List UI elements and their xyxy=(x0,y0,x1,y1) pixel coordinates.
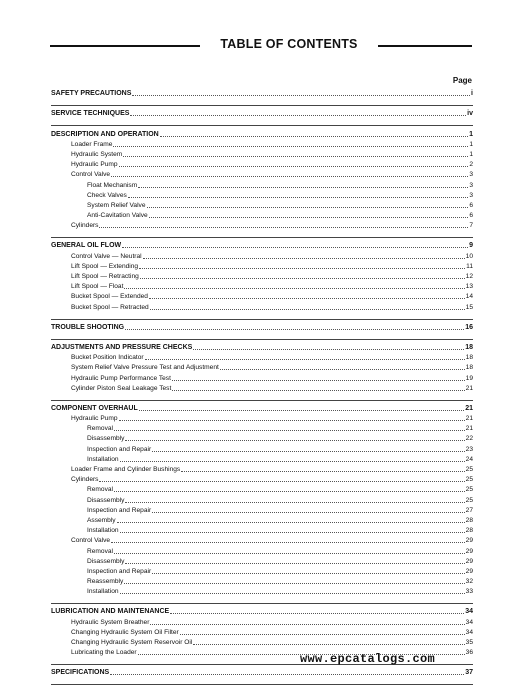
toc-entry-label: Disassembly xyxy=(87,496,125,504)
toc-entry[interactable] xyxy=(51,292,473,302)
toc-entry-page: 9 xyxy=(469,242,473,250)
page-title: TABLE OF CONTENTS xyxy=(220,37,358,51)
toc-entry-label: Installation xyxy=(87,527,119,535)
toc-heading-entry[interactable] xyxy=(51,343,473,353)
toc-entry-page: 32 xyxy=(465,578,473,586)
toc-entry-label: SAFETY PRECAUTIONS xyxy=(51,90,132,98)
dot-leader xyxy=(160,136,468,137)
toc-entry-page: 10 xyxy=(465,252,473,260)
toc-entry-page: 6 xyxy=(469,201,473,209)
dot-leader xyxy=(125,563,464,564)
toc-entry[interactable] xyxy=(51,557,473,567)
toc-entry[interactable] xyxy=(51,516,473,526)
dot-leader xyxy=(172,380,465,381)
toc-entry-page: 7 xyxy=(469,222,473,230)
toc-entry-page: 14 xyxy=(465,293,473,301)
toc-entry-page: 3 xyxy=(469,181,473,189)
toc-entry[interactable] xyxy=(51,526,473,536)
dot-leader xyxy=(125,502,464,503)
toc-entry[interactable] xyxy=(51,201,473,211)
toc-entry[interactable] xyxy=(51,373,473,383)
toc-section xyxy=(51,665,473,685)
toc-entry-page: 28 xyxy=(465,516,473,524)
toc-entry[interactable] xyxy=(51,567,473,577)
toc-entry[interactable] xyxy=(51,638,473,648)
dot-leader xyxy=(125,329,464,330)
dot-leader xyxy=(193,644,464,645)
toc-entry-page: 21 xyxy=(465,425,473,433)
dot-leader xyxy=(114,553,465,554)
toc-entry-page: 3 xyxy=(469,171,473,179)
dot-leader xyxy=(117,522,465,523)
toc-entry[interactable] xyxy=(51,170,473,180)
toc-entry[interactable] xyxy=(51,282,473,292)
dot-leader xyxy=(152,451,465,452)
dot-leader xyxy=(132,95,470,96)
title-rule-left xyxy=(50,45,200,47)
toc-entry-page: 1 xyxy=(469,130,473,138)
toc-entry[interactable] xyxy=(51,211,473,221)
dot-leader xyxy=(119,420,465,421)
dot-leader xyxy=(124,288,464,289)
toc-entry-label: Changing Hydraulic System Reservoir Oil xyxy=(71,639,193,646)
toc-entry-page: 36 xyxy=(465,649,473,657)
toc-section xyxy=(51,86,473,106)
dot-leader xyxy=(181,471,464,472)
toc-entry-label: DESCRIPTION AND OPERATION xyxy=(51,130,159,138)
toc-entry[interactable] xyxy=(51,160,473,170)
toc-entry-page: 25 xyxy=(465,486,473,494)
dot-leader xyxy=(145,359,465,360)
dot-leader xyxy=(220,369,465,370)
toc-heading-entry[interactable] xyxy=(51,109,473,119)
toc-entry[interactable] xyxy=(51,150,473,160)
title-rule-right xyxy=(378,45,472,47)
dot-leader xyxy=(143,258,465,259)
toc-section xyxy=(51,320,473,340)
dot-leader xyxy=(147,207,469,208)
toc-entry-label: Loader Frame and Cylinder Bushings xyxy=(71,466,181,473)
toc-entry-label: TROUBLE SHOOTING xyxy=(51,323,125,331)
toc-entry-page: 25 xyxy=(465,466,473,473)
toc-entry[interactable] xyxy=(51,251,473,261)
toc-entry-label: Control Valve xyxy=(71,537,111,545)
dot-leader xyxy=(113,146,468,147)
toc-entry-label: Hydraulic System xyxy=(71,150,123,158)
toc-entry-page: i xyxy=(471,90,473,98)
toc-entry-label: Control Valve — Neutral xyxy=(71,252,142,260)
toc-entry-page: 6 xyxy=(469,212,473,220)
toc-entry-label: Inspection and Repair xyxy=(87,506,152,514)
toc-entry-label: Cylinders xyxy=(71,476,99,484)
toc-entry-label: ADJUSTMENTS AND PRESSURE CHECKS xyxy=(51,343,193,351)
toc-entry-label: Disassembly xyxy=(87,557,125,565)
toc-entry-label: GENERAL OIL FLOW xyxy=(51,242,122,250)
toc-entry[interactable] xyxy=(51,262,473,272)
toc-entry-page: 2 xyxy=(469,161,473,169)
toc-entry-page: 34 xyxy=(465,618,473,626)
toc-entry-page: 18 xyxy=(465,364,473,372)
toc-entry-page: 34 xyxy=(465,608,473,616)
toc-entry-page: 27 xyxy=(465,506,473,514)
dot-leader xyxy=(180,634,465,635)
toc-entry-page: 12 xyxy=(465,273,473,280)
toc-entry-label: Bucket Spool — Extended xyxy=(71,293,148,301)
toc-entry-page: 28 xyxy=(465,527,473,535)
toc-entry-label: Reassembly xyxy=(87,578,124,586)
toc-entry-label: Loader Frame xyxy=(71,140,113,148)
toc-entry-page: 22 xyxy=(465,435,473,443)
toc-entry-label: Hydraulic Pump Performance Test xyxy=(71,374,171,382)
toc-entry-label: Control Valve xyxy=(71,171,111,179)
dot-leader xyxy=(140,278,465,279)
dot-leader xyxy=(124,583,464,584)
dot-leader xyxy=(150,624,464,625)
toc-entry-label: COMPONENT OVERHAUL xyxy=(51,404,138,412)
dot-leader xyxy=(152,512,465,513)
toc-heading-entry[interactable] xyxy=(51,89,473,99)
toc-entry-label: Inspection and Repair xyxy=(87,445,152,453)
toc-entry[interactable] xyxy=(51,444,473,454)
toc-entry-label: Changing Hydraulic System Oil Filter xyxy=(71,628,179,636)
dot-leader xyxy=(120,532,465,533)
dot-leader xyxy=(150,309,465,310)
toc-entry[interactable] xyxy=(51,587,473,597)
dot-leader xyxy=(139,268,465,269)
toc-entry-label: Disassembly xyxy=(87,435,125,443)
toc-entry-page: 21 xyxy=(465,404,473,412)
toc-section xyxy=(51,106,473,126)
toc-entry-page: 21 xyxy=(465,415,473,423)
toc-section xyxy=(51,126,473,238)
dot-leader xyxy=(152,573,465,574)
toc-entry-label: Float Mechanism xyxy=(87,181,138,189)
toc-entry-page: 29 xyxy=(465,537,473,545)
dot-leader xyxy=(170,613,464,614)
toc-entry-label: Check Valves xyxy=(87,191,127,199)
toc-entry-page: 34 xyxy=(465,628,473,636)
page-column-label: Page xyxy=(452,76,472,85)
toc-entry-page: 33 xyxy=(465,588,473,596)
toc-heading-entry[interactable] xyxy=(51,323,473,333)
dot-leader xyxy=(111,176,468,177)
toc-entry[interactable] xyxy=(51,424,473,434)
dot-leader xyxy=(193,349,464,350)
toc-heading-entry[interactable] xyxy=(51,607,473,617)
toc-entry[interactable] xyxy=(51,414,473,424)
toc-entry[interactable] xyxy=(51,495,473,505)
toc-entry-label: Hydraulic System Breather xyxy=(71,618,150,626)
toc-entry[interactable] xyxy=(51,536,473,546)
toc-entry-page: 29 xyxy=(465,567,473,575)
toc-entry[interactable] xyxy=(51,221,473,231)
dot-leader xyxy=(114,430,465,431)
toc-entry[interactable] xyxy=(51,353,473,363)
toc-entry-label: System Relief Valve Pressure Test and Adjustment xyxy=(71,364,219,372)
dot-leader xyxy=(119,166,469,167)
toc-section xyxy=(51,340,473,401)
toc-entry-label: Inspection and Repair xyxy=(87,567,152,575)
dot-leader xyxy=(111,542,465,543)
toc-entry-label: Lift Spool — Extending xyxy=(71,262,139,270)
toc-heading-entry[interactable] xyxy=(51,241,473,251)
toc-entry[interactable] xyxy=(51,363,473,373)
toc-entry[interactable] xyxy=(51,628,473,638)
toc-heading-entry[interactable] xyxy=(51,129,473,139)
toc-entry-label: Hydraulic Pump xyxy=(71,415,118,423)
toc-entry-label: Anti-Cavitation Valve xyxy=(87,212,148,220)
toc-entry-page: 19 xyxy=(465,374,473,382)
toc-entry-page: 35 xyxy=(465,639,473,646)
toc-entry-label: Lift Spool — Float xyxy=(71,283,124,291)
toc-entry-page: 37 xyxy=(465,669,473,677)
toc-entry-page: 21 xyxy=(465,384,473,392)
toc-entry[interactable] xyxy=(51,434,473,444)
toc-entry[interactable] xyxy=(51,465,473,475)
dot-leader xyxy=(125,440,464,441)
toc-entry[interactable] xyxy=(51,191,473,201)
toc-entry-page: 16 xyxy=(465,323,473,331)
dot-leader xyxy=(99,227,468,228)
toc-entry-label: Cylinder Piston Seal Leakage Test xyxy=(71,384,172,392)
toc-heading-entry[interactable] xyxy=(51,668,473,678)
toc-entry-label: Bucket Spool — Retracted xyxy=(71,303,149,311)
toc-entry[interactable] xyxy=(51,577,473,587)
toc-entry-page: 13 xyxy=(465,283,473,291)
dot-leader xyxy=(123,156,468,157)
toc-entry-page: 1 xyxy=(469,140,473,148)
toc-entry-label: SPECIFICATIONS xyxy=(51,669,110,677)
toc-entry-page: 11 xyxy=(466,262,473,270)
dot-leader xyxy=(99,481,464,482)
dot-leader xyxy=(120,593,465,594)
dot-leader xyxy=(114,491,465,492)
toc-entry-label: Lubricating the Loader xyxy=(71,649,137,657)
toc-section xyxy=(51,401,473,605)
dot-leader xyxy=(130,115,466,116)
toc-entry-page: 18 xyxy=(465,354,473,362)
toc-entry-label: Assembly xyxy=(87,516,116,524)
toc-entry-label: Cylinders xyxy=(71,222,99,230)
dot-leader xyxy=(172,390,464,391)
toc-entry-label: System Relief Valve xyxy=(87,201,146,209)
watermark-url: www.epcatalogs.com xyxy=(300,652,436,666)
toc-entry[interactable] xyxy=(51,384,473,394)
toc-entry[interactable] xyxy=(51,180,473,190)
toc-entry-label: Removal xyxy=(87,486,114,494)
dot-leader xyxy=(128,197,469,198)
toc-entry[interactable] xyxy=(51,617,473,627)
dot-leader xyxy=(138,187,468,188)
toc-entry-label: Removal xyxy=(87,547,114,555)
toc-entry[interactable] xyxy=(51,455,473,465)
toc-entry-label: Lift Spool — Retracting xyxy=(71,273,139,280)
toc-entry[interactable] xyxy=(51,485,473,495)
toc-entry-label: Installation xyxy=(87,455,119,463)
toc-entry-label: SERVICE TECHNIQUES xyxy=(51,110,130,118)
toc-section xyxy=(51,238,473,319)
toc-entry-page: 3 xyxy=(469,191,473,199)
toc-entry-page: iv xyxy=(467,110,473,118)
toc-entry-label: Removal xyxy=(87,425,114,433)
dot-leader xyxy=(139,410,464,411)
toc-entry-page: 25 xyxy=(465,476,473,484)
toc-entry[interactable] xyxy=(51,546,473,556)
dot-leader xyxy=(120,461,465,462)
toc-entry[interactable] xyxy=(51,140,473,150)
toc-entry[interactable] xyxy=(51,272,473,282)
title-banner xyxy=(50,36,472,56)
table-of-contents xyxy=(51,86,473,685)
toc-entry[interactable] xyxy=(51,475,473,485)
toc-entry-label: Bucket Position Indicator xyxy=(71,354,144,362)
toc-entry-page: 1 xyxy=(469,150,473,158)
toc-entry-page: 25 xyxy=(465,496,473,504)
toc-entry-page: 24 xyxy=(465,455,473,463)
toc-heading-entry[interactable] xyxy=(51,404,473,414)
dot-leader xyxy=(122,247,468,248)
toc-entry-page: 29 xyxy=(465,557,473,565)
toc-entry-label: LUBRICATION AND MAINTENANCE xyxy=(51,608,170,616)
toc-entry-page: 18 xyxy=(465,343,473,351)
dot-leader xyxy=(149,298,465,299)
toc-entry-page: 15 xyxy=(465,303,473,311)
toc-entry-label: Hydraulic Pump xyxy=(71,161,118,169)
toc-entry[interactable] xyxy=(51,506,473,516)
toc-entry[interactable] xyxy=(51,302,473,312)
toc-entry-page: 29 xyxy=(465,547,473,555)
toc-entry-page: 23 xyxy=(465,445,473,453)
dot-leader xyxy=(149,217,469,218)
toc-entry-label: Installation xyxy=(87,588,119,596)
